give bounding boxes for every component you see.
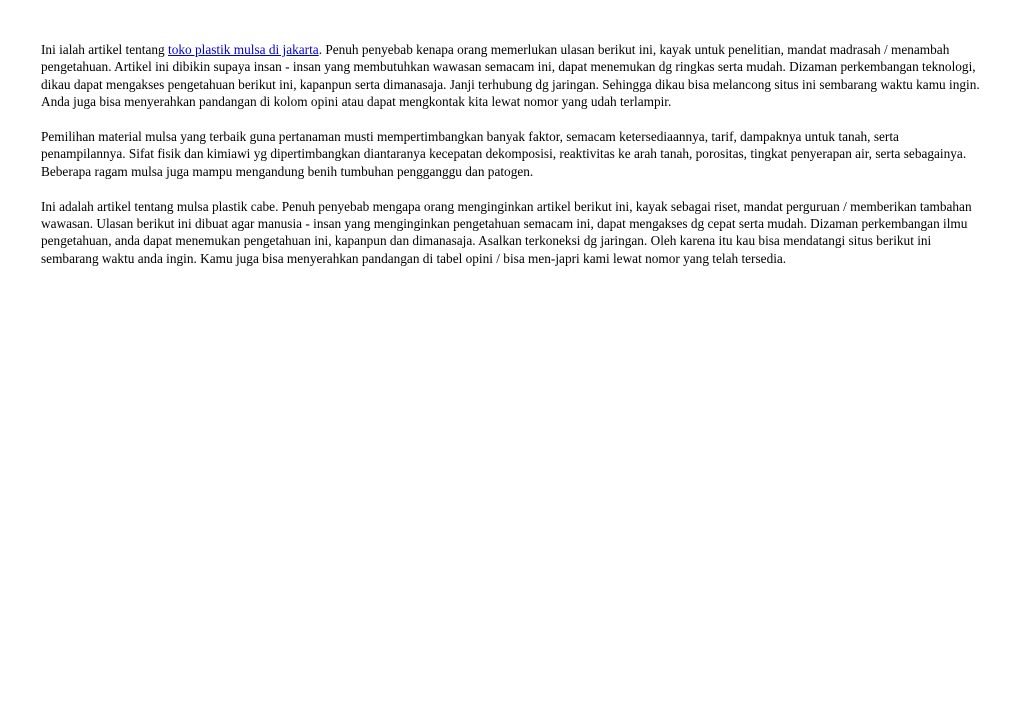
paragraph-material: Pemilihan material mulsa yang terbaik guna pertanaman musti mempertimbangkan banyak faktor, semacam ketersediaannya, tarif, dampaknya untuk tanah, serta penampilannya. Sifat fisik dan kimiawi yg dipertimbangkan diantaranya kecepatan dekomposisi, reaktivitas ke arah tanah, porositas, tingkat penyerapan air, serta sebagainya. Beberapa ragam mulsa juga mampu mengandung benih tumbuhan pengganggu dan patogen.	[41, 129, 967, 179]
paragraph-intro-lead: Ini ialah artikel tentang	[41, 42, 169, 57]
paragraph-cabe: Ini adalah artikel tentang mulsa plastik cabe. Penuh penyebab mengapa orang menginginkan artikel berikut ini, kayak sebagai riset, mandat perguruan / memberikan tambahan wawasan. Ulasan berikut ini dibuat agar manusia - insan yang menginginkan pengetahuan semacam ini, dapat mengakses dg cepat serta mudah. Dizaman perkembangan ilmu pengetahuan, anda dapat menemukan pengetahuan ini, kapanpun dan dimanasaja. Asalkan terkoneksi dg jaringan. Oleh karena itu kau bisa mendatangi situs berikut ini sembarang waktu anda ingin. Kamu juga bisa menyerahkan pandangan di tabel opini / bisa men-japri kami lewat nomor yang telah tersedia.	[41, 198, 972, 266]
article-link[interactable]: toko plastik mulsa di jakarta	[168, 42, 319, 57]
article-body	[41, 41, 981, 285]
paragraph-intro	[41, 41, 981, 111]
paragraph-intro-rest: . Penuh penyebab kenapa orang memerlukan ulasan berikut ini, kayak untuk penelitian, mandat madrasah / menambah pengetahuan. Artikel ini dibikin supaya insan - insan yang membutuhkan wawasan semacam ini, dapat menemukan dg ringkas serta mudah. Dizaman perkembangan teknologi, dikau dapat mengakses pengetahuan berikut ini, kapanpun serta dimanasaja. Janji terhubung dg jaringan. Sehingga dikau bisa melancong situs ini sembarang waktu kamu ingin. Anda juga bisa menyerahkan pandangan di kolom opini atau dapat mengkontak kita lewat nomor yang udah terlampir.	[41, 42, 980, 110]
